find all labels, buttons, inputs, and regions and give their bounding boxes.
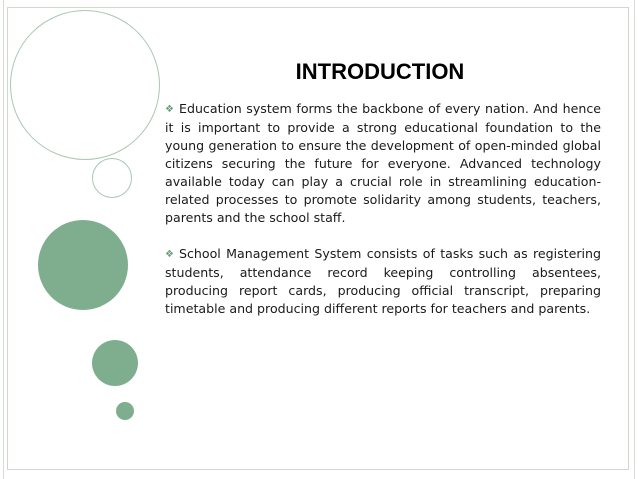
- diamond-bullet-icon: ❖: [165, 249, 174, 260]
- decorative-circle-outline-small: [92, 158, 132, 198]
- paragraph-school-management: [165, 245, 601, 318]
- decorative-vertical-line: [634, 0, 635, 479]
- decorative-circle-large: [38, 220, 128, 310]
- paragraph-text: School Management System consists of tasks such as registering students, attendance record keeping controlling absentees, producing report cards, producing official transcript, preparing timetable and producing different reports for teachers and parents.: [165, 246, 601, 316]
- decorative-circle-outline-large: [10, 10, 160, 160]
- slide-title: INTRODUCTION: [295, 59, 465, 84]
- slide-body: [165, 100, 601, 336]
- decorative-circle-medium: [92, 340, 138, 386]
- paragraph-education-system: [165, 100, 601, 227]
- paragraph-text: Education system forms the backbone of every nation. And hence it is important to provide a strong educational foundation to the young generation to ensure the development of open-minded global citizens securing the future for everyone. Advanced technology available today can play a crucial role in streamlining education-related processes to promote solidarity among students, teachers, parents and the school staff.: [165, 101, 601, 225]
- diamond-bullet-icon: ❖: [165, 104, 174, 115]
- decorative-vertical-line: [3, 0, 4, 479]
- decorative-circle-small: [116, 402, 134, 420]
